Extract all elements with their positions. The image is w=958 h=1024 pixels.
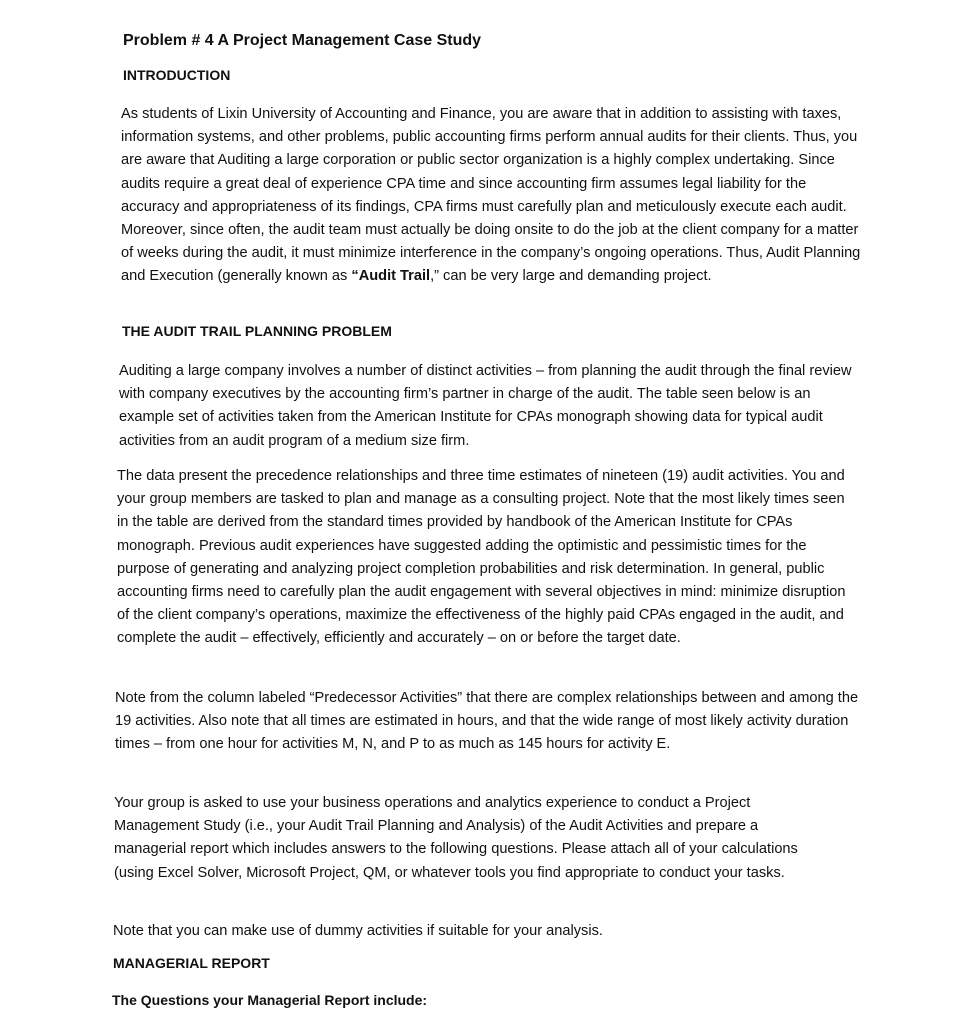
- paragraph-data-description: The data present the precedence relationships and three time estimates of nineteen (19) audit activities. You and your group members are tasked to plan and manage as a consulting project. Note that the most likely times seen in the table are derived from the standard times provided by handbook of the American Institute for CPAs monograph. Previous audit experiences have suggested adding the optimistic and pessimistic times for the purpose of generating and analyzing project completion probabilities and risk determination. In general, public accounting firms need to carefully plan the audit engagement with several objectives in mind: minimize disruption of the client company’s operations, maximize the effectiveness of the highly paid CPAs engaged in the audit, and complete the audit – effectively, efficiently and accurately – on or before the target date.: [117, 468, 846, 647]
- managerial-report-heading: MANAGERIAL REPORT: [113, 955, 270, 971]
- paragraph-predecessor-note: Note from the column labeled “Predecessor Activities” that there are complex relationships between and among the 19 activities. Also note that all times are estimated in hours, and that the wide range of most likely activity duration times – from one hour for activities M, N, and P to as much as 145 hours for activity E.: [115, 690, 859, 753]
- intro-text-start: As students of Lixin University of Accounting and Finance, you are aware that in addition to assisting with taxes, information systems, and other problems, public accounting firms perform annual audits for their clients. Thus, you are aware that Auditing a large corporation or public sector organization is a highly complex undertaking. Since audits require a great deal of experience CPA time and since accounting firm assumes legal liability for the accuracy and appropriateness of its findings, CPA firms must carefully plan and meticulously execute each audit. Moreover, since often, the audit team must actually be doing onsite to do the job at the client company for a matter of weeks during the audit, it must minimize interference in the company’s ongoing operations. Thus, Audit Planning and Execution (generally known as: [121, 106, 861, 285]
- introduction-heading: INTRODUCTION: [123, 67, 231, 83]
- audit-trail-planning-heading: THE AUDIT TRAIL PLANNING PROBLEM: [122, 323, 392, 339]
- intro-text-end: ,” can be very large and demanding project.: [430, 268, 712, 285]
- paragraph-activities-overview: Auditing a large company involves a number of distinct activities – from planning the audit through the final review with company executives by the accounting firm’s partner in charge of the audit. The table seen below is an example set of activities taken from the American Institute for CPAs monograph showing data for typical audit activities from an audit program of a medium size firm.: [119, 363, 852, 449]
- document-title: Problem # 4 A Project Management Case Study: [123, 32, 482, 49]
- questions-heading: The Questions your Managerial Report include:: [112, 992, 428, 1008]
- paragraph-group-task: Your group is asked to use your business operations and analytics experience to conduct a Project Management Study (i.e., your Audit Trail Planning and Analysis) of the Audit Activities and prepare a managerial report which includes answers to the following questions. Please attach all of your calculations (using Excel Solver, Microsoft Project, QM, or whatever tools you find appropriate to conduct your tasks.: [114, 795, 798, 881]
- audit-trail-term: “Audit Trail: [351, 268, 431, 285]
- introduction-paragraph: [121, 103, 861, 289]
- paragraph-dummy-activities: Note that you can make use of dummy activities if suitable for your analysis.: [113, 923, 603, 939]
